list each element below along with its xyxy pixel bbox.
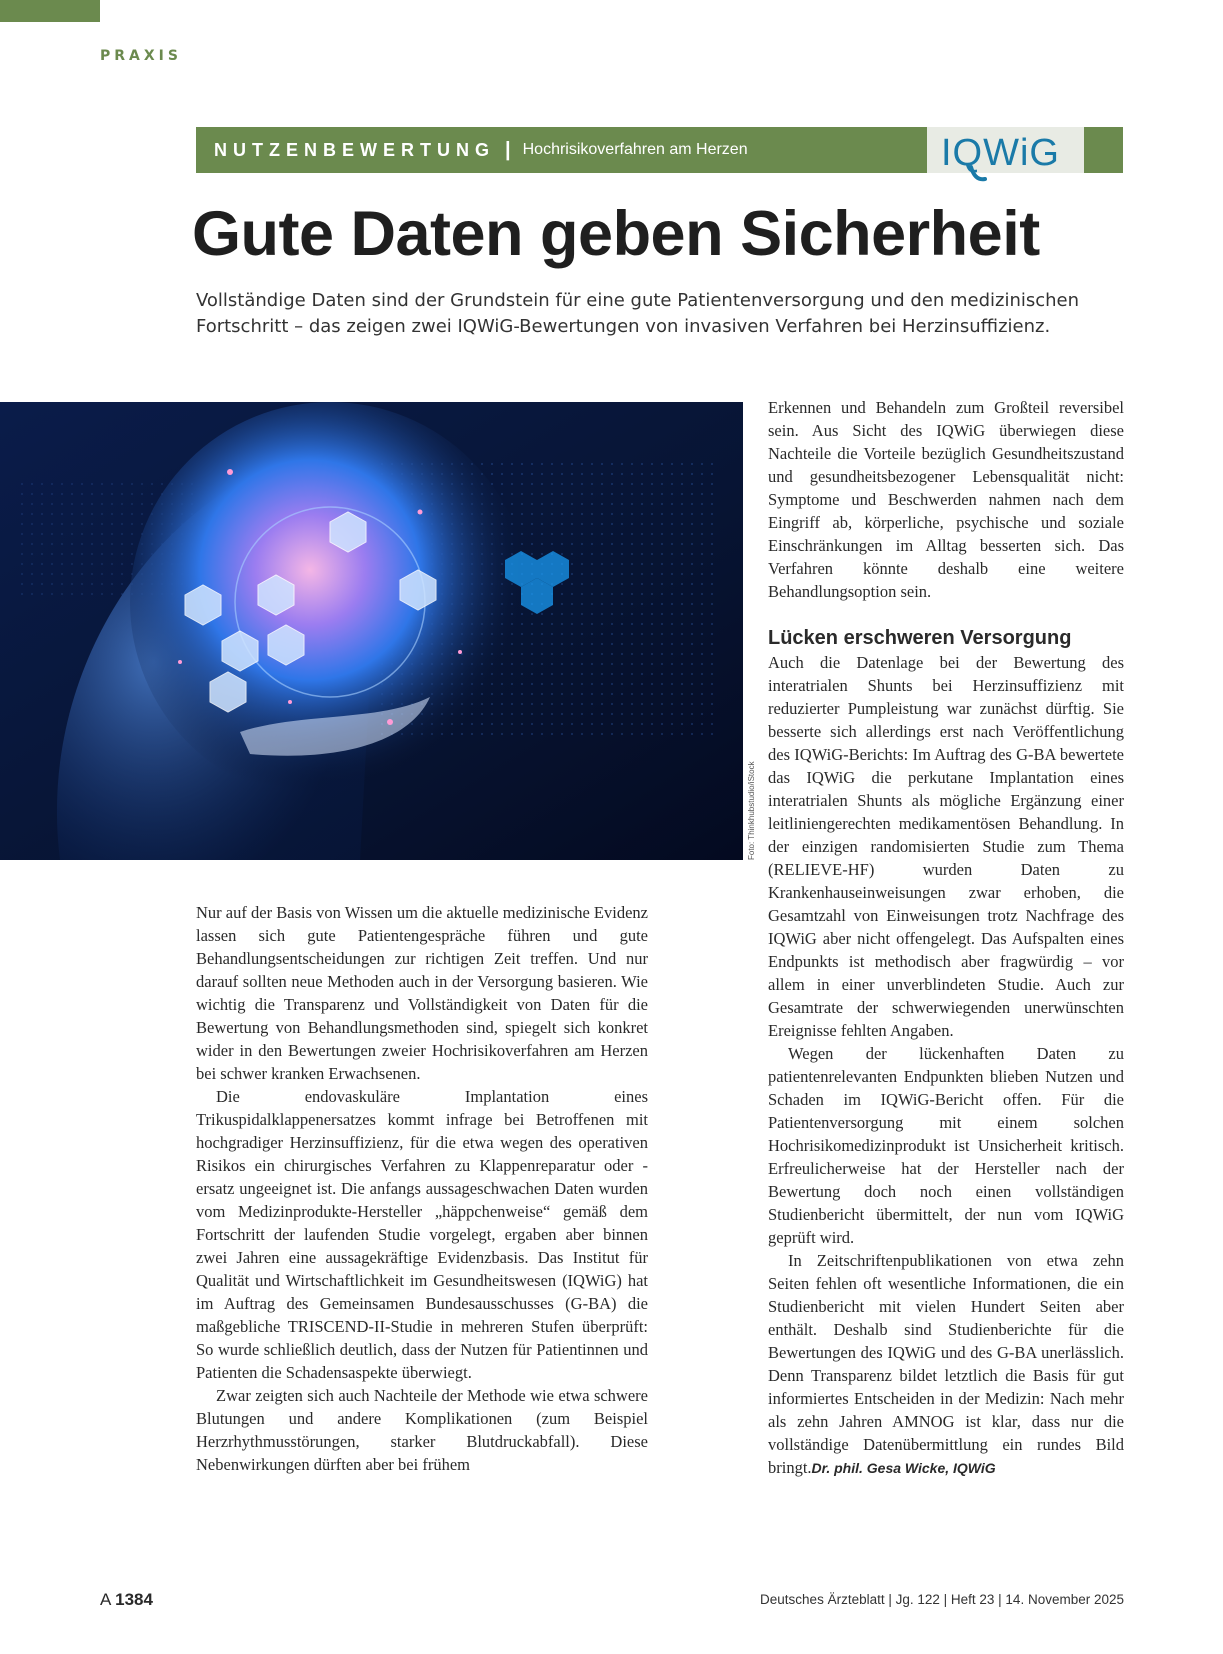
page-prefix: A [100, 1590, 111, 1609]
publication-info: Deutsches Ärzteblatt | Jg. 122 | Heft 23 | 14. November 2025 [760, 1592, 1124, 1607]
paragraph [768, 1249, 1124, 1480]
kicker-topic: NUTZENBEWERTUNG [214, 139, 495, 160]
subheading: Lücken erschweren Versorgung [768, 627, 1072, 649]
kicker-separator: | [505, 138, 511, 161]
page-number [100, 1590, 153, 1610]
paragraph: Die endovaskuläre Implantation eines Trikuspidalklappenersatzes kommt infrage bei Betroffenen mit hochgradiger Herzinsuffizienz, für die etwa wegen des operativen Risikos ein chirurgisches Verfahren zu Klappenreparatur oder -ersatz ungeeignet ist. Die anfangs aussageschwachen Daten wurden vom Medizinprodukte-Hersteller „häppchenweise“ gemäß dem Fortschritt der laufenden Studie vorgelegt, ergaben aber binnen zwei Jahren eine aussagekräftige Evidenzbasis. Das Institut für Qualität und Wirtschaftlichkeit im Gesundheitswesen (IQWiG) hat im Auftrag des Gemeinsamen Bundesausschusses (G-BA) die maßgebliche TRISCEND-II-Studie in mehreren Stufen überprüft: So wurde schließlich deutlich, dass der Nutzen für Patientinnen und Patienten die Schadensaspekte überwiegt. [196, 1087, 648, 1382]
section-label: PRAXIS [100, 48, 182, 64]
page-number-value: 1384 [115, 1590, 153, 1609]
paragraph: Erkennen und Behandeln zum Großteil reversibel sein. Aus Sicht des IQWiG überwiegen diese Nachteile die Vorteile bezüglich Gesundheitszustand und gesundheitsbezogener Lebensqualität nicht: Symptome und Beschwerden nahmen nach dem Eingriff ab, körperliche, psychische und soziale Einschränkungen im Alltag besserten sich. Das Verfahren könnte deshalb eine weitere Behandlungsoption sein. [768, 398, 1124, 601]
kicker-subtitle: Hochrisikoverfahren am Herzen [522, 141, 748, 158]
article-column-right [768, 396, 1124, 1480]
article-column-left [196, 901, 648, 1476]
hero-image [0, 402, 743, 860]
paragraph: Wegen der lückenhaften Daten zu patientenrelevanten Endpunkten blieben Nutzen und Schaden im IQWiG-Bericht offen. Für die Patientenversorgung mit einem solchen Hochrisikomedizinprodukt ist Unsicherheit kritisch. Erfreulicherweise hat der Hersteller nach der Bewertung doch noch einen vollständigen Studienbericht übermittelt, der nun vom IQWiG geprüft wird. [768, 1044, 1124, 1247]
iqwig-logo [927, 127, 1084, 173]
logo-text: IQWiG [941, 132, 1060, 174]
headline: Gute Daten geben Sicherheit [192, 199, 1040, 269]
paragraph: Zwar zeigten sich auch Nachteile der Methode wie etwa schwere Blutungen und andere Komplikationen (zum Beispiel Herzrhythmusstörungen, starker Blutdruckabfall). Diese Nebenwirkungen dürften aber bei frühem [196, 1386, 648, 1474]
section-color-tab [0, 0, 100, 22]
paragraph: Nur auf der Basis von Wissen um die aktuelle medizinische Evidenz lassen sich gute Patientengespräche führen und gute Behandlungsentscheidungen zur richtigen Zeit treffen. Und nur darauf sollten neue Methoden auch in der Versorgung basieren. Wie wichtig die Transparenz und Vollständigkeit von Daten für die Bewertung von Behandlungsmethoden sind, spiegelt sich konkret wider in den Bewertungen zweier Hochrisikoverfahren am Herzen bei schwer kranken Erwachsenen. [196, 903, 648, 1083]
teaser: Vollständige Daten sind der Grundstein für eine gute Patientenversorgung und den medizinischen Fortschritt – das zeigen zwei IQWiG-Bewertungen von invasiven Verfahren bei Herzinsuffizienz. [196, 290, 1080, 337]
paragraph: Auch die Datenlage bei der Bewertung des interatrialen Shunts bei Herzinsuffizienz mit reduzierter Pumpleistung war zunächst dürftig. Sie besserte sich allerdings erst nach Veröffentlichung des IQWiG-Berichts: Im Auftrag des G-BA bewertete das IQWiG die perkutane Implantation eines interatrialen Shunts als mögliche Ergänzung einer leitliniengerechten medikamentösen Behandlung. In der einzigen randomisierten Studie zum Thema (RELIEVE-HF) wurden Daten zu Krankenhauseinweisungen zwar erhoben, die Gesamtzahl von Einweisungen trotz Nachfrage des IQWiG aber nicht offengelegt. Das Aufspalten eines Endpunkts ist methodisch aber fragwürdig – vor allem in einer unverblindeten Studie. Auch zur Gesamtrate der schwerwiegenden unerwünschten Ereignisse fehlten Angaben. [768, 653, 1124, 1040]
author-byline: Dr. phil. Gesa Wicke, IQWiG [811, 1460, 996, 1476]
image-credit: Foto: Thinkhubstudio/iStock [747, 761, 756, 860]
paragraph-text: In Zeitschriftenpublikationen von etwa zehn Seiten fehlen oft wesentliche Informationen, die ein Studienbericht mit vielen Hundert Seiten aber enthält. Deshalb sind Studienberichte für die Bewertungen des IQWiG und des G-BA unerlässlich. Denn Transparenz bildet letztlich die Basis für gut informiertes Entscheiden in der Medizin: Nach mehr als zehn Jahren AMNOG ist klar, dass nur die vollständige Datenübermittlung ein rundes Bild bringt. [768, 1251, 1124, 1477]
